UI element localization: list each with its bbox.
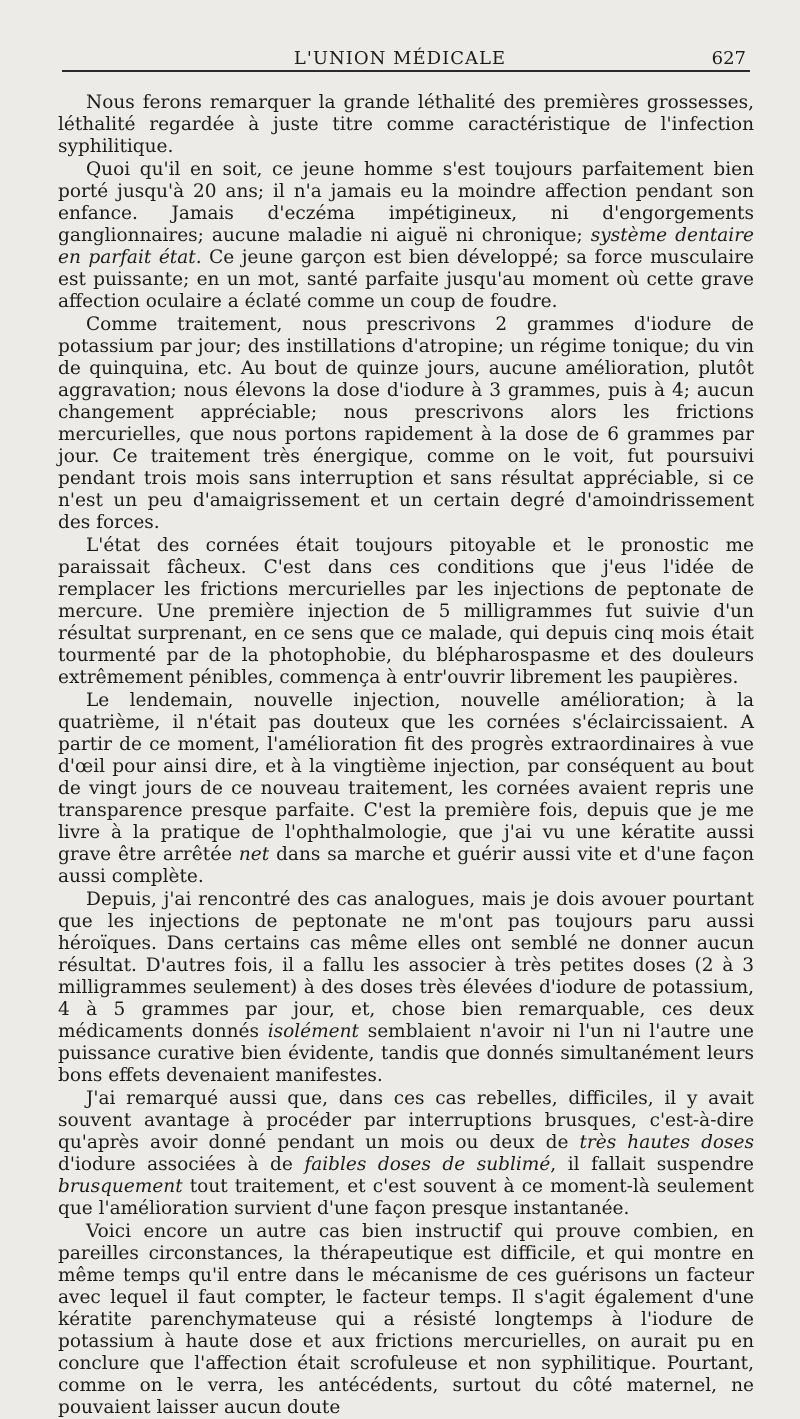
paragraph-7-emphasis-2: faibles doses de sublimé — [304, 1154, 551, 1175]
page-number: 627 — [711, 48, 746, 69]
paragraph-5-emphasis: net — [238, 844, 270, 865]
paragraph-7-text-b: d'iodure associées à de — [58, 1154, 305, 1175]
paragraph-2-emphasis: système dentaire en parfait état — [58, 225, 754, 268]
paragraph-5-text-b: dans sa marche et guérir aussi vite et d'une façon aussi complète. — [58, 844, 754, 887]
paragraph-8-text: Voici encore un autre cas bien instructif qui prouve combien, en pareilles circonstances, la thérapeutique est difficile, et qui montre en même temps qu'il entre dans le mécanisme de ces guérisons un facteur avec lequel il faut compter, le facteur temps. Il s'agit également d'une kératite parenchymateuse qui a résisté longtemps à l'iodure de potassium à haute dose et aux frictions mercurielles, on aurait pu en conclure que l'affection était scrofuleuse et non syphilitique. Pourtant, comme on le verra, les antécédents, surtout du côté maternel, ne pouvaient laisser aucun doute — [58, 1221, 754, 1418]
paragraph-7-emphasis-1: très hautes doses — [579, 1132, 754, 1153]
paragraph-1 — [58, 92, 754, 158]
paragraph-2-text-a: Quoi qu'il en soit, ce jeune homme s'est toujours parfaitement bien porté jusqu'à 20 ans; il n'a jamais eu la moindre affection pendant son enfance. Jamais d'eczéma impétigineux, ni d'engorgements ganglionnaires; aucune maladie ni aiguë ni chronique; — [58, 159, 754, 246]
header-rule — [62, 70, 750, 72]
paragraph-6-text-b: semblaient n'avoir ni l'un ni l'autre une puissance curative bien évidente, tandis que donnés simultanément leurs bons effets devenaient manifestes. — [58, 1021, 754, 1086]
paragraph-2 — [58, 159, 754, 313]
paragraph-7-text-a: J'ai remarqué aussi que, dans ces cas rebelles, difficiles, il y avait souvent avantage à procéder par interruptions brusques, c'est-à-dire qu'après avoir donné pendant un mois ou deux de — [58, 1088, 754, 1153]
paragraph-3 — [58, 314, 754, 534]
paragraph-7 — [58, 1088, 754, 1220]
paragraph-7-emphasis-3: brusquement — [58, 1176, 183, 1197]
paragraph-7-text-c: , il fallait suspendre — [550, 1154, 754, 1175]
paragraph-1-text: Nous ferons remarquer la grande léthalité des premières grossesses, léthalité regardée à juste titre comme caractéristique de l'infection syphilitique. — [58, 92, 754, 157]
paragraph-8 — [58, 1221, 754, 1419]
paragraph-6-text-a: Depuis, j'ai rencontré des cas analogues, mais je dois avouer pourtant que les injections de peptonate ne m'ont pas toujours paru aussi héroïques. Dans certains cas même elles ont semblé ne donner aucun résultat. D'autres fois, il a fallu les associer à très petites doses (2 à 3 milligrammes seulement) à des doses très élevées d'iodure de potassium, 4 à 5 grammes par jour, et, chose bien remarquable, ces deux médicaments donnés — [58, 889, 754, 1042]
paragraph-5 — [58, 690, 754, 888]
paragraph-7-text-d: tout traitement, et c'est souvent à ce moment-là seulement que l'amélioration survient d'une façon presque instantanée. — [58, 1176, 754, 1219]
paragraph-6-emphasis: isolément — [267, 1021, 359, 1042]
body-text — [58, 92, 754, 1419]
paragraph-2-text-b: . Ce jeune garçon est bien développé; sa force musculaire est puissante; en un mot, santé parfaite jusqu'au moment où cette grave affection oculaire a éclaté comme un coup de foudre. — [58, 247, 755, 312]
paragraph-4 — [58, 535, 754, 689]
paragraph-3-text: Comme traitement, nous prescrivons 2 grammes d'iodure de potassium par jour; des instillations d'atropine; un régime tonique; du vin de quinquina, etc. Au bout de quinze jours, aucune amélioration, plutôt aggravation; nous élevons la dose d'iodure à 3 grammes, puis à 4; aucun changement appréciable; nous prescrivons alors les frictions mercurielles, que nous portons rapidement à la dose de 6 grammes par jour. Ce traitement très énergique, comme on le voit, fut poursuivi pendant trois mois sans interruption et sans résultat appréciable, si ce n'est un peu d'amaigrissement et un certain degré d'amoindrissement des forces. — [58, 314, 754, 533]
paragraph-5-text-a: Le lendemain, nouvelle injection, nouvelle amélioration; à la quatrième, il n'était pas douteux que les cornées s'éclaircissaient. A partir de ce moment, l'amélioration fit des progrès extraordinaires à vue d'œil pour ainsi dire, et à la vingtième injection, par conséquent au bout de vingt jours de ce nouveau traitement, les cornées avaient repris une transparence presque parfaite. C'est la première fois, depuis que je me livre à la pratique de l'ophthalmologie, que j'ai vu une kératite aussi grave être arrêtée — [58, 690, 754, 865]
paragraph-4-text: L'état des cornées était toujours pitoyable et le pronostic me paraissait fâcheux. C'est dans ces conditions que j'eus l'idée de remplacer les frictions mercurielles par les injections de peptonate de mercure. Une première injection de 5 milligrammes fut suivie d'un résultat surprenant, en ce sens que ce malade, qui depuis cinq mois était tourmenté par de la photophobie, du blépharospasme et des douleurs extrêmement pénibles, commença à entr'ouvrir librement les paupières. — [58, 535, 754, 688]
paragraph-6 — [58, 889, 754, 1087]
running-title: L'UNION MÉDICALE — [293, 48, 507, 69]
